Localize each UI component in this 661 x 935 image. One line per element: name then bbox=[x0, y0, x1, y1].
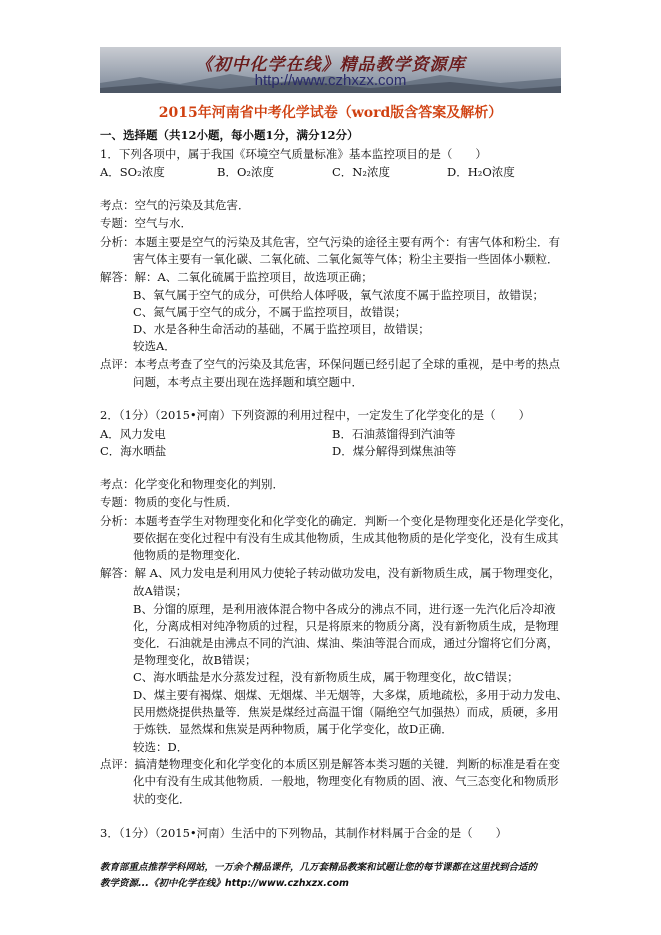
q2-stem: 2．（1分）（2015•河南）下列资源的利用过程中，一定发生了化学变化的是（ ） bbox=[100, 408, 531, 422]
q2-solution-line: B、分馏的原理，是利用液体混合物中各成分的沸点不同，进行逐一先汽化后冷却液 bbox=[133, 602, 556, 616]
q1-option-a: A．SO₂浓度 bbox=[100, 165, 165, 179]
q2-solution-line: 化，分离成相对纯净物质的过程，只是将原来的物质分离，没有新物质生成，是物理 bbox=[133, 619, 559, 633]
q2-solution-line: 较选：D． bbox=[133, 740, 189, 754]
q2-option-a: A．风力发电 bbox=[100, 427, 166, 441]
q2-solution-line: 变化．石油就是由沸点不同的汽油、煤油、柴油等混合而成，通过分馏将它们分离， bbox=[133, 636, 559, 650]
q1-solution-line: C、氮气属于空气的成分，不属于监控项目，故错误； bbox=[133, 305, 407, 319]
q1-option-d: D．H₂O浓度 bbox=[447, 165, 515, 179]
q2-solution-line: 民用燃烧提供热量等．焦炭是煤经过高温干馏（隔绝空气加强热）而成，质硬，多用 bbox=[133, 705, 559, 719]
q1-solution-line: B、氧气属于空气的成分，可供给人体呼吸，氧气浓度不属于监控项目，故错误； bbox=[133, 288, 544, 302]
q1-option-c: C．N₂浓度 bbox=[332, 165, 390, 179]
q2-comment-line: 状的变化． bbox=[133, 792, 191, 806]
q1-solution-line: D、水是各种生命活动的基础，不属于监控项目，故错误； bbox=[133, 322, 430, 336]
page-footer bbox=[100, 860, 570, 892]
q1-analysis-line: 害气体主要有一氧化碳、二氧化硫、二氧化氮等气体；粉尘主要指一些固体小颗粒． bbox=[133, 252, 559, 266]
q1-analysis-line: 分析：本题主要是空气的污染及其危害，空气污染的途径主要有两个：有害气体和粉尘．有 bbox=[100, 235, 560, 249]
q3-stem: 3．（1分）（2015•河南）生活中的下列物品，其制作材料属于合金的是（ ） bbox=[100, 826, 508, 840]
q2-solution-line: C、海水晒盐是水分蒸发过程，没有新物质生成，属于物理变化，故C错误； bbox=[133, 670, 519, 684]
q1-solution-line: 较选A． bbox=[133, 339, 176, 353]
q2-comment-line: 化中有没有生成其他物质．一般地，物理变化有物质的固、液、气三态变化和物质形 bbox=[133, 774, 559, 788]
site-banner bbox=[100, 47, 561, 93]
footer-line: 教学资源...《初中化学在线》http://www.czhxzx.com bbox=[100, 878, 349, 889]
footer-line: 教育部重点推荐学科网站，一万余个精品课件，几万套精品教案和试题让您的每节课都在这里找到合适的 bbox=[100, 862, 538, 873]
banner-url[interactable]: http://www.czhxzx.com bbox=[254, 72, 407, 89]
q1-comment-line: 问题，本考点主要出现在选择题和填空题中． bbox=[133, 375, 363, 389]
q1-zhuanti: 专题：空气与水． bbox=[100, 216, 192, 230]
q2-analysis-line: 他物质的是物理变化． bbox=[133, 548, 248, 562]
section-heading: 一、选择题（共12小题，每小题1分，满分12分） bbox=[100, 128, 359, 142]
q2-option-b: B．石油蒸馏得到汽油等 bbox=[332, 427, 456, 441]
q2-solution-line: 是物理变化，故B错误； bbox=[133, 653, 257, 667]
q1-solution-line: 解答：解：A、二氧化硫属于监控项目，故选项正确； bbox=[100, 270, 373, 284]
q2-solution-line: 故A错误； bbox=[133, 584, 188, 598]
q1-option-b: B．O₂浓度 bbox=[217, 165, 274, 179]
q2-solution-line: D、煤主要有褐煤、烟煤、无烟煤、半无烟等，大多煤，质地疏松，多用于动力发电、 bbox=[133, 688, 568, 702]
q2-option-c: C．海水晒盐 bbox=[100, 444, 167, 458]
q2-solution-line: 于炼铁．显然煤和焦炭是两种物质，属于化学变化，故D正确． bbox=[133, 722, 453, 736]
page-title: 2015年河南省中考化学试卷（word版含答案及解析） bbox=[158, 105, 503, 121]
q2-analysis-line: 要依据在变化过程中有没有生成其他物质，生成其他物质的是化学变化，没有生成其 bbox=[133, 531, 559, 545]
q1-stem: 1．下列各项中，属于我国《环境空气质量标准》基本监控项目的是（ ） bbox=[100, 147, 487, 161]
banner-title: 《初中化学在线》精品教学资源库 bbox=[195, 55, 466, 75]
q1-kaodian: 考点：空气的污染及其危害． bbox=[100, 198, 250, 212]
q2-option-d: D．煤分解得到煤焦油等 bbox=[332, 444, 457, 458]
q2-comment-line: 点评：搞清楚物理变化和化学变化的本质区别是解答本类习题的关键．判断的标准是看在变 bbox=[100, 757, 560, 771]
q2-analysis-line: 分析：本题考查学生对物理变化和化学变化的确定．判断一个变化是物理变化还是化学变化， bbox=[100, 514, 572, 528]
q2-zhuanti: 专题：物质的变化与性质． bbox=[100, 495, 238, 509]
q1-comment-line: 点评：本考点考查了空气的污染及其危害，环保问题已经引起了全球的重视，是中考的热点 bbox=[100, 357, 560, 371]
q2-kaodian: 考点：化学变化和物理变化的判别． bbox=[100, 477, 284, 491]
q2-solution-line: 解答：解 A、风力发电是利用风力使轮子转动做功发电，没有新物质生成，属于物理变化， bbox=[100, 566, 561, 580]
